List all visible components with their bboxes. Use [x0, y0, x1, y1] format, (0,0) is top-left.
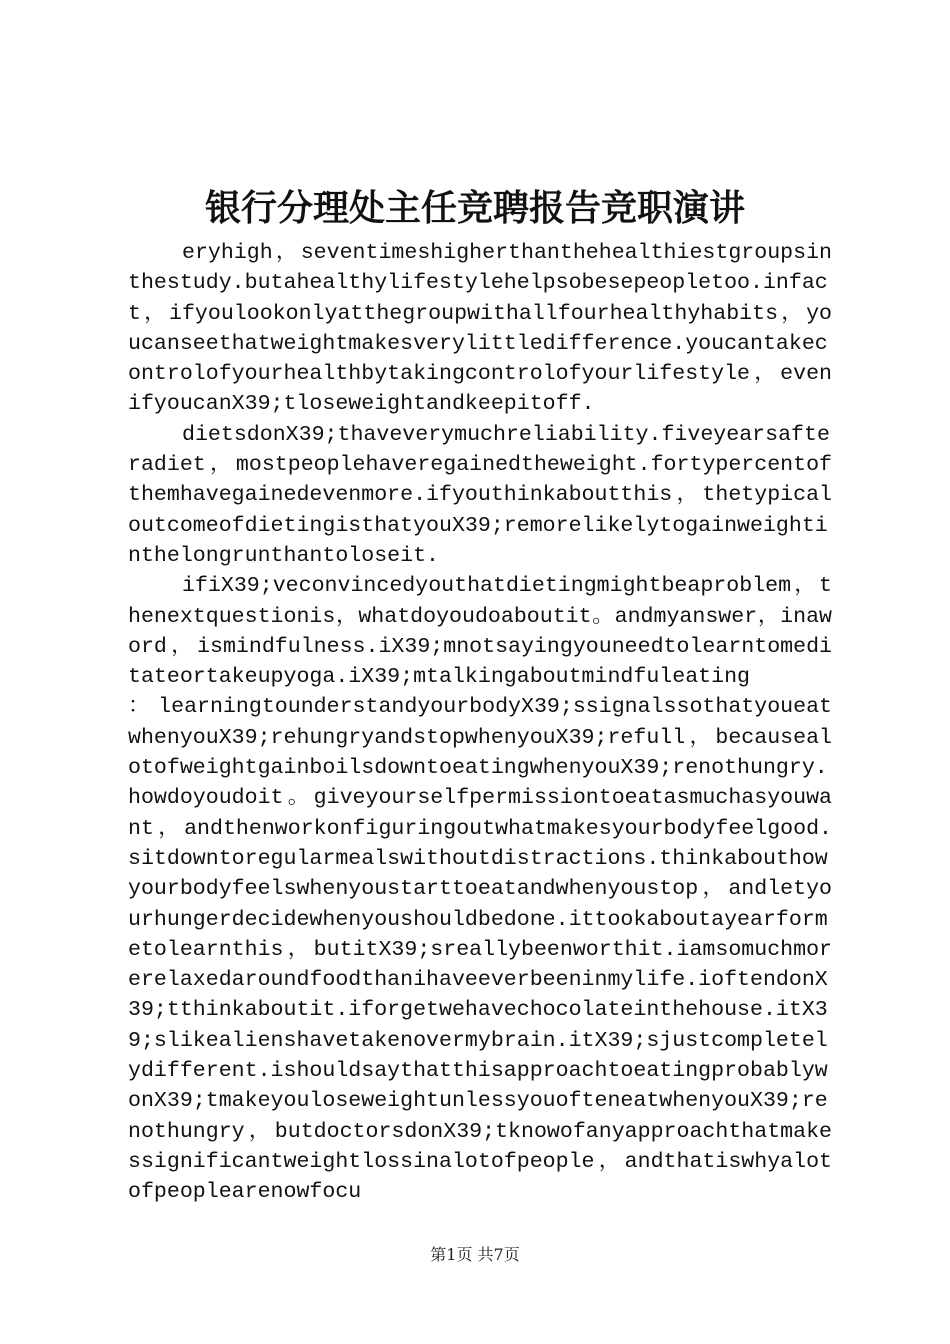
paragraph-2: dietsdonX39;thaveverymuchreliability.fiveyearsafteradiet，mostpeoplehaveregainedtheweight.fortypercentofthemhavegainedevenmore.ifyouthinkaboutthis，thetypicaloutcomeofdietingisthatyouX39;remorelikelytogainweightinthelongrunthantoloseit.: [128, 422, 832, 568]
paragraph-3: ifiX39;veconvincedyouthatdietingmightbeaproblem，thenextquestionis，whatdoyoudoaboutit。andmyanswer，inaword，ismindfulness.iX39;mnotsayingyouneedtolearntomeditateortakeupyoga.iX39;mtalkingaboutmindfuleating ：learningtounderstandyourbodyX39;ssignalssothatyoueatwhenyouX39;rehungryandstopwhenyouX39;refull，becausealotofweightgainboilsdowntoeatingwhenyouX39;renothungry.howdoyoudoit。giveyourselfpermissiontoeatasmuchasyouwant，andthenworkonfiguringoutwhatmakesyourbodyfeelgood.sitdowntoregularmealswithoutdistractions.thinkabouthowyourbodyfeelswhenyoustarttoeatandwhenyoustop，andletyourhungerdecidewhenyoushouldbedone.ittookaboutayearformetolearnthis，butitX39;sreallybeenworthit.iamsomuchmorerelaxedaroundfoodthanihaveeverbeeninmylife.ioftendonX39;tthinkaboutit.iforgetwehavechocolateinthehouse.itX39;slikealienshavetakenovermybrain.itX39;sjustcompletelydifferent.ishouldsaythatthisapproachtoeatingprobablywonX39;tmakeyouloseweightunlessyouofteneatwhenyouX39;renothungry，butdoctorsdonX39;tknowofanyapproachthatmakessignificantweightlossinalotofpeople，andthatiswhyalotofpeoplearenowfocu: [128, 574, 837, 1205]
document-title: 银行分理处主任竞聘报告竞职演讲: [204, 187, 745, 229]
paragraph-1: eryhigh，seventimeshigherthanthehealthiestgroupsinthestudy.butahealthylifestylehelpsobesepeopletoo.infact，ifyoulookonlyatthegroupwithallfourhealthyhabits，youcanseethatweightmakesverylittledifference.youcantakecontrolofyourhealthbytakingcontrolofyourlifestyle，evenifyoucanX39;tloseweightandkeepitoff.: [128, 241, 832, 417]
document-body: [128, 238, 837, 1208]
page-footer: 第1页 共7页: [430, 1245, 520, 1264]
